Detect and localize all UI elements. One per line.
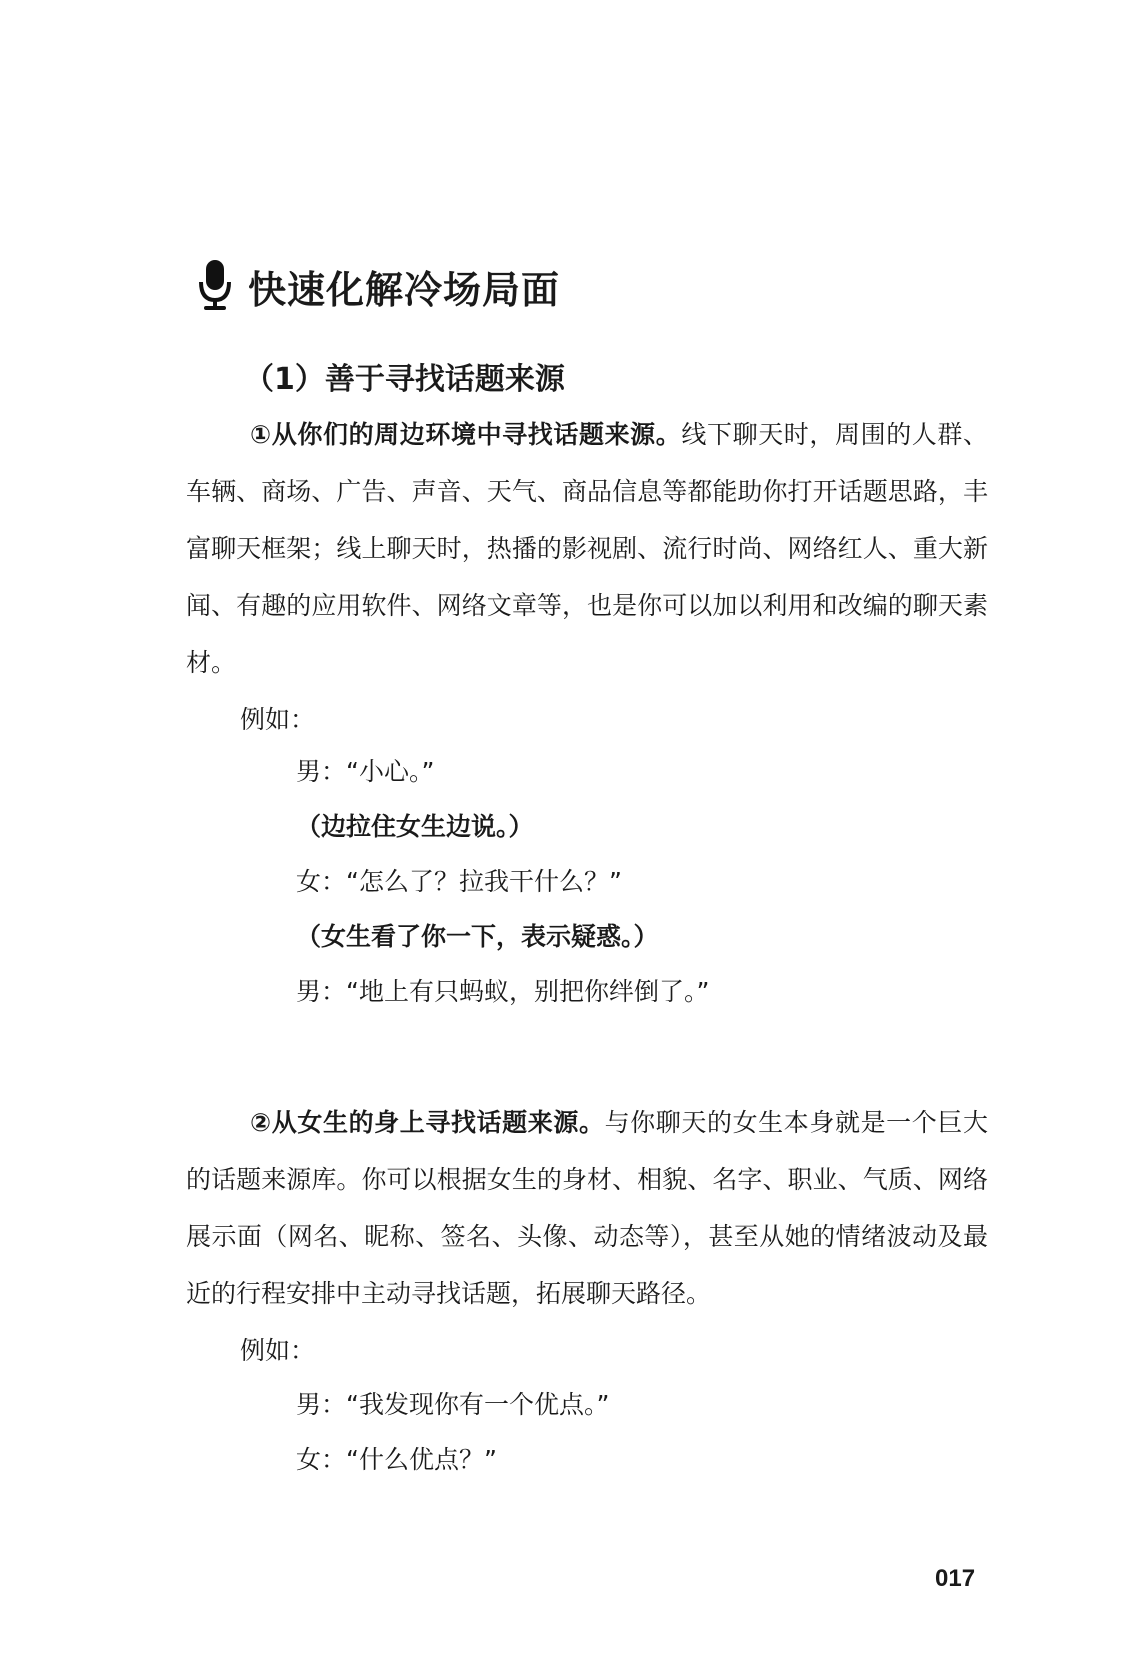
- section-title: 快速化解冷场局面: [248, 267, 561, 312]
- paragraph-environment: [186, 406, 988, 691]
- dialogue-line: 女：“怎么了？拉我干什么？”: [296, 867, 622, 896]
- paragraph-body: 与你聊天的女生本身就是一个巨大的话题来源库。你可以根据女生的身材、相貌、名字、职业、气质、网络展示面（网名、昵称、签名、头像、动态等），甚至从她的情绪波动及最近的行程安排中主动寻找话题，拓展聊天路径。: [186, 1108, 988, 1308]
- example-label: 例如：: [240, 1336, 316, 1365]
- subsection-title: （1）善于寻找话题来源: [244, 362, 565, 397]
- stage-direction: （女生看了你一下，表示疑惑。）: [296, 922, 659, 951]
- stage-direction: （边拉住女生边说。）: [296, 812, 534, 841]
- dialogue-line: 女：“什么优点？”: [296, 1445, 497, 1474]
- example-label: 例如：: [240, 705, 316, 734]
- microphone-icon: [198, 258, 232, 314]
- page-number: 017: [935, 1565, 976, 1592]
- paragraph-body: 线下聊天时，周围的人群、车辆、商场、广告、声音、天气、商品信息等都能助你打开话题思路，丰富聊天框架；线上聊天时，热播的影视剧、流行时尚、网络红人、重大新闻、有趣的应用软件、网络文章等，也是你可以加以利用和改编的聊天素材。: [186, 420, 988, 677]
- dialogue-line: 男：“我发现你有一个优点。”: [296, 1390, 610, 1419]
- paragraph-lead: ②从女生的身上寻找话题来源。: [250, 1108, 605, 1137]
- dialogue-line: 男：“地上有只蚂蚁，别把你绊倒了。”: [296, 977, 710, 1006]
- paragraph-lead: ①从你们的周边环境中寻找话题来源。: [250, 420, 682, 449]
- dialogue-line: 男：“小心。”: [296, 757, 435, 786]
- section-heading: [198, 258, 560, 314]
- paragraph-girl: [186, 1094, 988, 1322]
